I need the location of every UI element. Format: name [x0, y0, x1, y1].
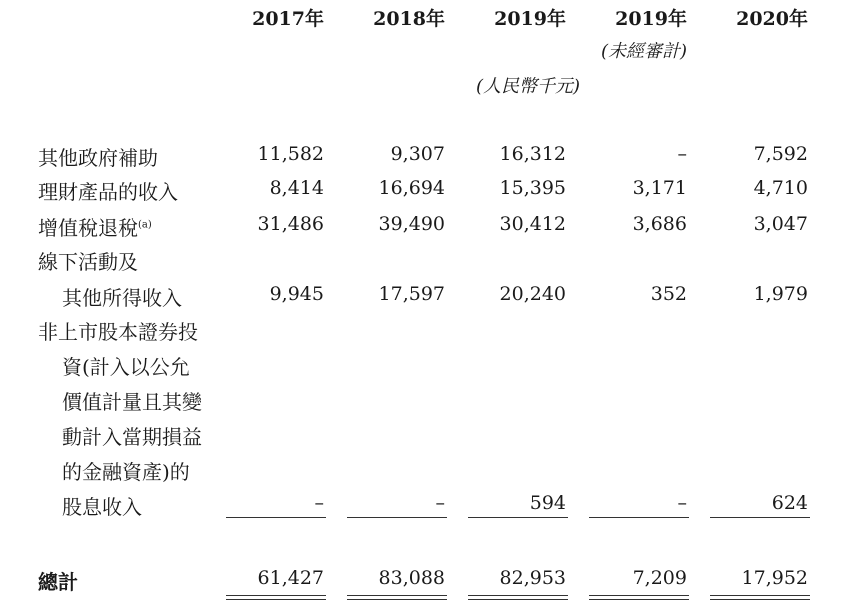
total-double-rule [589, 595, 689, 600]
subtotal-rule [710, 517, 810, 518]
total-double-rule [347, 595, 447, 600]
total-value: 83,088 [378, 567, 445, 589]
cell-value: 11,582 [257, 143, 324, 165]
row-label-line: 股息收入 [62, 495, 142, 519]
total-double-rule [710, 595, 810, 600]
row-label: 其他政府補助 [38, 146, 158, 170]
total-value: 7,209 [632, 567, 687, 589]
col-header-2018: 2018年 [373, 8, 445, 30]
cell-value: 3,686 [632, 213, 687, 235]
cell-value: 15,395 [499, 177, 566, 199]
col-header-2019-unaudited: 2019年 [615, 8, 687, 30]
row-label-line: 線下活動及 [38, 250, 138, 274]
cell-value: 20,240 [499, 283, 566, 305]
row-label-line: 其他所得收入 [62, 286, 182, 310]
cell-value: 17,597 [378, 283, 445, 305]
total-value: 61,427 [257, 567, 324, 589]
cell-value: 30,412 [499, 213, 566, 235]
cell-value: 39,490 [378, 213, 445, 235]
cell-value: 31,486 [257, 213, 324, 235]
row-label-text: 增值稅退稅 [38, 216, 138, 240]
cell-value: 9,945 [269, 283, 324, 305]
unaudited-note: (未經審計) [600, 41, 687, 62]
cell-value: 3,047 [753, 213, 808, 235]
cell-value: 9,307 [390, 143, 445, 165]
subtotal-rule [226, 517, 326, 518]
cell-value: 1,979 [753, 283, 808, 305]
row-label-line: 動計入當期損益 [62, 425, 202, 449]
subtotal-rule [347, 517, 447, 518]
subtotal-rule [468, 517, 568, 518]
subtotal-rule [589, 517, 689, 518]
cell-value: 7,592 [753, 143, 808, 165]
cell-value: 16,312 [499, 143, 566, 165]
cell-value: – [677, 143, 687, 165]
cell-value: 8,414 [269, 177, 324, 199]
row-label-vat-refund [38, 212, 152, 241]
col-header-2019: 2019年 [494, 8, 566, 30]
cell-value: 624 [771, 492, 808, 514]
cell-value: 4,710 [753, 177, 808, 199]
cell-value: 594 [529, 492, 566, 514]
cell-value: 16,694 [378, 177, 445, 199]
col-header-2017: 2017年 [252, 8, 324, 30]
cell-value: – [435, 492, 445, 514]
total-double-rule [468, 595, 568, 600]
footnote-marker: (a) [138, 219, 152, 231]
total-double-rule [226, 595, 326, 600]
unit-label: (人民幣千元) [475, 76, 580, 97]
col-header-2020: 2020年 [736, 8, 808, 30]
total-value: 17,952 [741, 567, 808, 589]
cell-value: – [314, 492, 324, 514]
row-label-line: 價值計量且其變 [62, 390, 202, 414]
row-label-line: 非上市股本證券投 [38, 320, 198, 344]
row-label-line: 的金融資產)的 [62, 460, 190, 484]
cell-value: 352 [650, 283, 687, 305]
row-label-line: 資(計入以公允 [62, 355, 190, 379]
total-value: 82,953 [499, 567, 566, 589]
total-label: 總計 [38, 570, 78, 594]
row-label: 理財產品的收入 [38, 180, 178, 204]
cell-value: – [677, 492, 687, 514]
cell-value: 3,171 [632, 177, 687, 199]
